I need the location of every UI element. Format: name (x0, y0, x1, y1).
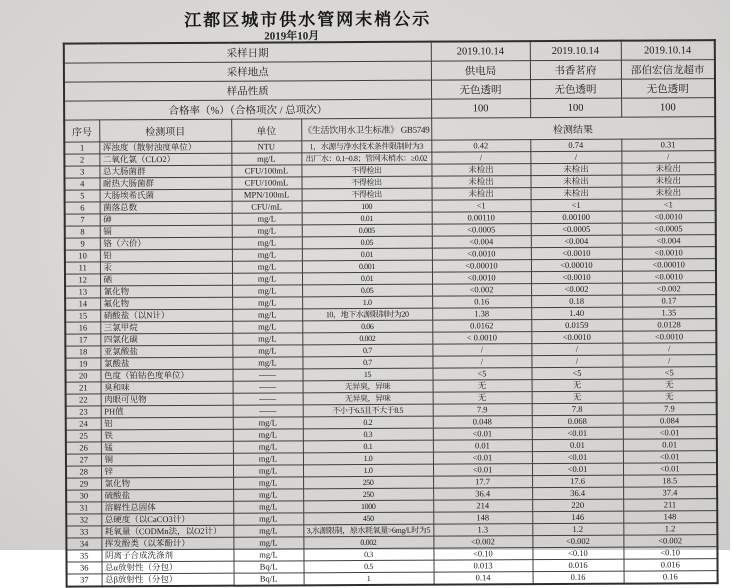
row-unit: mg/L (233, 537, 303, 549)
row-result-1: 148 (433, 512, 532, 525)
row-result-2: 无 (532, 391, 623, 403)
row-result-3: <0.10 (623, 547, 717, 559)
row-unit: MPN/100mL (232, 189, 302, 201)
row-result-1: 36.4 (433, 488, 532, 501)
row-unit: mg/L (233, 477, 303, 489)
row-result-3: 18.5 (623, 475, 717, 487)
row-result-2: 7.8 (532, 403, 623, 415)
row-item-name: 硒 (100, 273, 232, 286)
row-unit: Bq/L (233, 561, 303, 573)
row-result-1: <0.01 (433, 452, 532, 465)
row-number: 17 (65, 334, 100, 346)
row-result-3: 211 (623, 499, 717, 511)
row-item-name: 铁 (101, 429, 233, 442)
row-result-3: <5 (622, 367, 716, 379)
row-number: 5 (65, 190, 100, 202)
row-standard: 250 (303, 488, 433, 501)
row-unit: CFU/100mL (231, 177, 301, 189)
row-result-1: 0.0162 (432, 320, 531, 333)
row-result-2: <0.002 (532, 535, 623, 547)
row-standard: 1.0 (303, 452, 433, 465)
sample-date-3: 2019.10.14 (621, 40, 715, 60)
row-unit: mg/L (233, 549, 303, 561)
row-result-1: <0.002 (433, 536, 532, 549)
row-standard: 250 (303, 476, 433, 489)
row-result-1: <0.002 (432, 284, 531, 297)
row-result-3: 7.9 (623, 403, 717, 415)
row-standard: 出厂水：0.1~0.8；管网末梢水：≥0.02 (301, 152, 431, 165)
row-result-2: 0.068 (532, 415, 623, 427)
row-result-3: 37.4 (623, 487, 717, 499)
row-number: 30 (66, 490, 101, 502)
row-result-1: 0.01 (433, 440, 532, 453)
row-standard: 100 (302, 200, 432, 213)
row-result-3: 1.2 (623, 523, 717, 535)
row-result-3: <0.0010 (622, 211, 716, 223)
row-unit: CFU/100mL (231, 165, 301, 177)
table-row (67, 571, 718, 587)
row-unit: mg/L (233, 465, 303, 477)
row-result-1: / (432, 356, 531, 369)
row-number: 20 (65, 370, 100, 382)
row-item-name: PH值 (101, 405, 233, 418)
row-result-1: / (432, 344, 531, 357)
row-result-2: <0.10 (532, 547, 623, 559)
row-result-1: 无 (433, 392, 532, 405)
row-number: 1 (64, 142, 99, 154)
row-result-1: <0.004 (432, 236, 531, 249)
row-unit: mg/L (232, 309, 302, 321)
pass-rate-2: 100 (530, 98, 621, 117)
row-unit: mg/L (231, 153, 301, 165)
row-unit: —— (233, 381, 303, 393)
row-result-3: <1 (622, 199, 716, 211)
row-result-3: <0.01 (623, 463, 717, 475)
page-title: 江都区城市供水管网末梢公示 (184, 9, 432, 30)
row-number: 27 (66, 454, 101, 466)
row-result-1: <5 (432, 368, 531, 381)
row-unit: mg/L (232, 237, 302, 249)
row-result-3: 未检出 (621, 175, 715, 187)
row-item-name: 硫酸盐 (101, 489, 233, 502)
row-result-1: / (431, 152, 530, 165)
row-number: 4 (64, 178, 99, 190)
row-result-2: <0.01 (532, 451, 623, 463)
row-number: 9 (65, 238, 100, 250)
row-standard: 0.002 (302, 332, 432, 345)
pass-rate-label: 合格率（%）（合格项次 / 总项次） (64, 99, 431, 120)
row-result-2: 未检出 (530, 175, 621, 187)
row-result-1: 未检出 (431, 164, 530, 177)
sample-nature-1: 无色透明 (431, 80, 530, 100)
row-result-3: <0.01 (623, 451, 717, 463)
row-item-name: 总α放射性（分包） (101, 561, 233, 574)
row-standard: 0.01 (302, 248, 432, 261)
row-standard: 无异臭，异味 (303, 392, 433, 405)
row-unit: mg/L (233, 489, 303, 501)
row-item-name: 氯酸盐 (100, 357, 232, 370)
row-result-2: <5 (531, 367, 622, 379)
row-standard: 1 (304, 572, 434, 585)
row-standard: 0.01 (302, 212, 432, 225)
row-number: 18 (65, 346, 100, 358)
row-standard: 0.002 (303, 536, 433, 549)
row-result-2: <0.0010 (531, 247, 622, 259)
row-number: 15 (65, 310, 100, 322)
row-standard: 0.05 (302, 284, 432, 297)
row-standard: 0.3 (303, 548, 433, 561)
row-number: 33 (66, 526, 101, 538)
row-result-2: 0.016 (532, 559, 623, 571)
row-result-3: 0.01 (623, 439, 717, 451)
row-standard: 15 (302, 368, 432, 381)
row-result-1: 未检出 (431, 176, 530, 189)
row-standard: 1.0 (303, 464, 433, 477)
row-result-2: 未检出 (530, 163, 621, 175)
row-unit: —— (232, 369, 302, 381)
row-result-3: <0.01 (623, 427, 717, 439)
row-number: 34 (66, 538, 101, 550)
row-item-name: 大肠埃希氏菌 (100, 189, 232, 202)
row-result-2: 0.74 (530, 139, 621, 151)
row-result-3: 0.17 (622, 295, 716, 307)
row-result-2: <0.00010 (531, 259, 622, 271)
row-result-2: 220 (532, 499, 623, 511)
row-unit: Bq/L (234, 573, 304, 586)
row-unit: —— (233, 405, 303, 417)
row-number: 26 (66, 442, 101, 454)
row-number: 32 (66, 514, 101, 526)
column-header-result: 检测结果 (431, 117, 715, 140)
row-item-name: 肉眼可见物 (101, 393, 233, 406)
row-standard: 0.2 (303, 416, 433, 429)
sample-date-2: 2019.10.14 (530, 41, 621, 61)
row-number: 3 (64, 166, 99, 178)
row-number: 22 (66, 394, 101, 406)
row-result-3: 无 (623, 379, 717, 391)
row-standard: 0.1 (303, 440, 433, 453)
row-result-2: 0.00100 (531, 211, 622, 223)
row-number: 11 (65, 262, 100, 274)
row-item-name: 氟化物 (100, 297, 232, 310)
sample-location-2: 书香茗府 (530, 60, 621, 79)
row-unit: mg/L (233, 513, 303, 525)
row-result-1: <0.01 (433, 428, 532, 441)
row-unit: mg/L (232, 297, 302, 309)
row-standard: 0.7 (302, 344, 432, 357)
row-number: 21 (66, 382, 101, 394)
row-result-3: <0.00010 (622, 259, 716, 271)
row-result-1: <0.01 (433, 464, 532, 477)
row-result-2: / (531, 355, 622, 367)
row-standard: 0.01 (302, 272, 432, 285)
row-item-name: 锌 (101, 465, 233, 478)
row-standard: 不得检出 (302, 188, 432, 201)
row-result-2: <0.0010 (531, 331, 622, 343)
row-result-1: 17.7 (433, 476, 532, 489)
row-result-1: 未检出 (432, 188, 531, 201)
row-result-3: <0.0005 (622, 223, 716, 235)
row-result-1: 0.013 (433, 560, 532, 573)
sample-nature-label: 样品性质 (64, 80, 431, 101)
row-unit: mg/L (232, 213, 302, 225)
row-result-2: 0.01 (532, 439, 623, 451)
row-result-1: 0.16 (432, 296, 531, 309)
row-result-3: / (621, 151, 715, 163)
row-item-name: 耐热大肠菌群 (99, 177, 231, 190)
sample-location-label: 采样地点 (64, 61, 431, 82)
row-standard: 10，地下水源限制时为20 (302, 308, 432, 321)
table-info-section (64, 40, 716, 142)
row-standard: 0.5 (303, 560, 433, 573)
row-result-2: <0.0005 (531, 223, 622, 235)
row-result-2: 未检出 (531, 187, 622, 199)
row-result-1: <0.0005 (432, 224, 531, 237)
sample-date-label: 采样日期 (64, 42, 431, 63)
row-result-1: <0.0010 (432, 272, 531, 285)
row-result-3: 无 (623, 391, 717, 403)
row-result-2: <0.002 (531, 283, 622, 295)
row-unit: mg/L (232, 225, 302, 237)
row-result-2: 0.18 (531, 295, 622, 307)
row-number: 10 (65, 250, 100, 262)
row-unit: mg/L (232, 321, 302, 333)
row-number: 2 (64, 154, 99, 166)
row-result-3: 0.31 (621, 139, 715, 151)
row-result-1: <1 (432, 200, 531, 213)
row-result-3: 1.35 (622, 307, 716, 319)
row-standard: 不得检出 (301, 164, 431, 177)
row-item-name: 色度（铂钴色度单位） (100, 369, 232, 382)
table-data-section (64, 139, 717, 587)
row-item-name: 镉 (100, 225, 232, 238)
row-result-3: 未检出 (621, 163, 715, 175)
row-result-2: <0.01 (532, 463, 623, 475)
row-item-name: 浑浊度（散射浊度单位） (99, 141, 231, 154)
row-unit: mg/L (233, 453, 303, 465)
row-result-3: 148 (623, 511, 717, 523)
row-unit: mg/L (232, 357, 302, 369)
row-result-1: 0.048 (433, 416, 532, 429)
row-result-3: / (622, 355, 716, 367)
row-item-name: 挥发酚类（以苯酚计） (101, 537, 233, 550)
row-standard: 0.3 (303, 428, 433, 441)
row-item-name: 铅 (100, 249, 232, 262)
column-header-standard: 《生活饮用水卫生标准》 GB5749 (301, 118, 431, 141)
row-number: 12 (65, 274, 100, 286)
row-result-1: 0.00110 (432, 212, 531, 225)
row-result-3: 未检出 (622, 187, 716, 199)
row-result-3: <0.002 (623, 535, 717, 547)
row-item-name: 锰 (101, 441, 233, 454)
row-unit: mg/L (232, 345, 302, 357)
column-header-unit: 单位 (231, 119, 301, 141)
row-result-1: <0.10 (433, 548, 532, 561)
row-item-name: 氯化物 (101, 477, 233, 490)
row-standard: 0.05 (302, 236, 432, 249)
row-result-3: / (622, 343, 716, 355)
row-result-1: 无 (433, 380, 532, 393)
row-unit: NTU (231, 141, 301, 153)
row-result-1: 1.3 (433, 524, 532, 537)
row-number: 24 (66, 418, 101, 430)
row-number: 37 (67, 574, 102, 587)
row-result-1: 214 (433, 500, 532, 513)
row-result-2: / (530, 151, 621, 163)
row-result-3: <0.0010 (622, 247, 716, 259)
row-number: 19 (65, 358, 100, 370)
row-result-3: <0.0010 (622, 331, 716, 343)
row-number: 29 (66, 478, 101, 490)
row-result-1: < 0.0010 (432, 332, 531, 345)
row-number: 23 (66, 406, 101, 418)
sample-location-3: 邵伯宏信龙超市 (621, 60, 715, 79)
row-standard: 0.7 (302, 356, 432, 369)
row-number: 13 (65, 286, 100, 298)
row-item-name: 铬（六价） (100, 237, 232, 250)
row-number: 25 (66, 430, 101, 442)
row-number: 6 (65, 202, 100, 214)
row-number: 28 (66, 466, 101, 478)
row-item-name: 砷 (100, 213, 232, 226)
row-number: 31 (66, 502, 101, 514)
column-header-no: 序号 (64, 120, 99, 142)
row-item-name: 总大肠菌群 (99, 165, 231, 178)
row-item-name: 菌落总数 (100, 201, 232, 214)
sample-nature-2: 无色透明 (530, 79, 621, 98)
row-unit: CFU/mL (232, 201, 302, 213)
row-standard: 1.0 (302, 296, 432, 309)
sample-nature-3: 无色透明 (621, 79, 715, 98)
row-standard: 0.005 (302, 224, 432, 237)
row-result-2: 146 (532, 511, 623, 523)
row-unit: mg/L (233, 417, 303, 429)
row-item-name: 汞 (100, 261, 232, 274)
row-result-1: <0.00010 (432, 260, 531, 273)
row-unit: mg/L (232, 285, 302, 297)
row-unit: —— (233, 393, 303, 405)
row-item-name: 总β放射性（分包） (102, 573, 234, 586)
row-number: 8 (65, 226, 100, 238)
row-item-name: 三氯甲烷 (100, 321, 232, 334)
sample-location-1: 供电局 (431, 61, 530, 81)
row-result-2: <1 (531, 199, 622, 211)
row-unit: mg/L (233, 441, 303, 453)
row-item-name: 硝酸盐（以N计） (100, 309, 232, 322)
row-item-name: 溶解性总固体 (101, 501, 233, 514)
row-result-3: <0.0010 (622, 271, 716, 283)
column-header-item: 检测项目 (99, 119, 231, 142)
pass-rate-3: 100 (621, 98, 715, 117)
row-standard: 0.06 (302, 320, 432, 333)
row-result-2: 1.40 (531, 307, 622, 319)
row-item-name: 总硬度（以CaCO3计） (101, 513, 233, 526)
row-result-3: <0.002 (622, 283, 716, 295)
row-unit: mg/L (232, 261, 302, 273)
row-result-3: 0.0128 (622, 319, 716, 331)
row-standard: 450 (303, 512, 433, 525)
row-result-3: 0.084 (623, 415, 717, 427)
row-item-name: 氰化物 (100, 285, 232, 298)
row-result-2: 1.2 (532, 523, 623, 535)
row-result-1: 0.14 (434, 572, 533, 585)
row-unit: mg/L (233, 429, 303, 441)
row-result-3: 0.016 (623, 559, 717, 571)
row-result-2: 17.6 (532, 475, 623, 487)
row-result-1: 0.42 (431, 140, 530, 153)
row-standard: 不得检出 (301, 176, 431, 189)
row-number: 35 (66, 550, 101, 562)
row-result-3: 0.16 (624, 571, 718, 584)
row-result-2: <0.0010 (531, 271, 622, 283)
row-item-name: 臭和味 (101, 381, 233, 394)
row-unit: mg/L (232, 273, 302, 285)
row-item-name: 二氧化氯（CLO2） (99, 153, 231, 166)
row-unit: mg/L (233, 525, 303, 537)
row-result-2: 无 (532, 379, 623, 391)
row-result-2: / (531, 343, 622, 355)
row-result-2: 0.16 (533, 571, 624, 584)
page-subtitle: 2019年10月 (264, 30, 320, 43)
row-result-1: 1.38 (432, 308, 531, 321)
row-unit: mg/L (233, 501, 303, 513)
pass-rate-1: 100 (431, 99, 530, 119)
row-result-2: <0.004 (531, 235, 622, 247)
row-unit: mg/L (232, 249, 302, 261)
row-number: 16 (65, 322, 100, 334)
water-quality-table (63, 39, 719, 587)
row-item-name: 亚氯酸盐 (100, 345, 232, 358)
row-item-name: 阴离子合成洗涤剂 (101, 549, 233, 562)
row-standard: 1000 (303, 500, 433, 513)
row-standard: 无异臭，异味 (303, 380, 433, 393)
row-item-name: 耗氧量（CODMn法，以O2计） (101, 525, 233, 538)
row-standard: 3,水源限制，原水耗氧量>6mg/L时为5 (303, 524, 433, 537)
row-number: 7 (65, 214, 100, 226)
row-result-3: <0.004 (622, 235, 716, 247)
row-standard: 不小于6.5且不大于8.5 (303, 404, 433, 417)
row-item-name: 四氯化碳 (100, 333, 232, 346)
sample-date-1: 2019.10.14 (431, 41, 530, 61)
row-result-1: <0.0010 (432, 248, 531, 261)
row-result-1: 7.9 (433, 404, 532, 417)
row-unit: mg/L (232, 333, 302, 345)
row-standard: 1，水源与净水技术条件限制时为3 (301, 140, 431, 153)
row-item-name: 铝 (101, 417, 233, 430)
row-item-name: 铜 (101, 453, 233, 466)
row-number: 14 (65, 298, 100, 310)
row-result-2: 0.0159 (531, 319, 622, 331)
row-result-2: 36.4 (532, 487, 623, 499)
row-number: 36 (66, 562, 101, 574)
row-standard: 0.001 (302, 260, 432, 273)
row-result-2: <0.01 (532, 427, 623, 439)
